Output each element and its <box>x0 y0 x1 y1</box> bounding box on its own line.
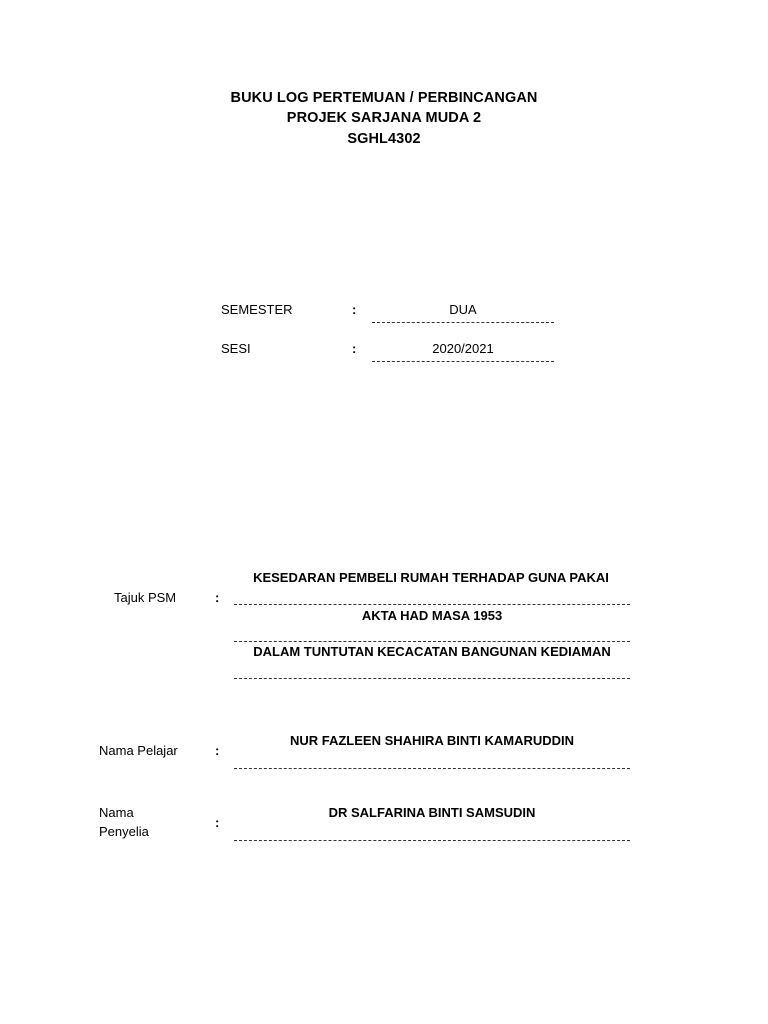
semester-colon: : <box>352 302 357 317</box>
sesi-value: 2020/2021 <box>432 341 494 356</box>
doc-subtitle: PROJEK SARJANA MUDA 2 <box>286 110 482 126</box>
penyelia-value: DR SALFARINA BINTI SAMSUDIN <box>328 805 536 820</box>
doc-title: BUKU LOG PERTEMUAN / PERBINCANGAN <box>230 90 538 106</box>
semester-underline <box>372 322 554 323</box>
pelajar-colon: : <box>215 743 220 758</box>
penyelia-label-line-2: Penyelia <box>99 824 149 839</box>
tajuk-line-3: DALAM TUNTUTAN KECACATAN BANGUNAN KEDIAMAN <box>253 644 611 659</box>
semester-value: DUA <box>449 302 477 317</box>
tajuk-underline-2 <box>234 641 630 642</box>
tajuk-label: Tajuk PSM <box>114 590 177 605</box>
tajuk-underline-3 <box>234 678 630 679</box>
course-code: SGHL4302 <box>347 131 421 147</box>
tajuk-underline-1 <box>234 604 630 605</box>
tajuk-line-1: KESEDARAN PEMBELI RUMAH TERHADAP GUNA PAKAI <box>253 570 609 585</box>
sesi-colon: : <box>352 341 357 356</box>
tajuk-colon: : <box>215 590 220 605</box>
penyelia-label-line-1: Nama <box>99 805 134 820</box>
pelajar-value: NUR FAZLEEN SHAHIRA BINTI KAMARUDDIN <box>289 733 575 748</box>
penyelia-underline <box>234 840 630 841</box>
pelajar-label: Nama Pelajar <box>99 743 178 758</box>
semester-label: SEMESTER <box>221 302 293 317</box>
sesi-label: SESI <box>221 341 251 356</box>
sesi-underline <box>372 361 554 362</box>
pelajar-underline <box>234 768 630 769</box>
penyelia-colon: : <box>215 815 220 830</box>
tajuk-line-2: AKTA HAD MASA 1953 <box>361 608 503 623</box>
